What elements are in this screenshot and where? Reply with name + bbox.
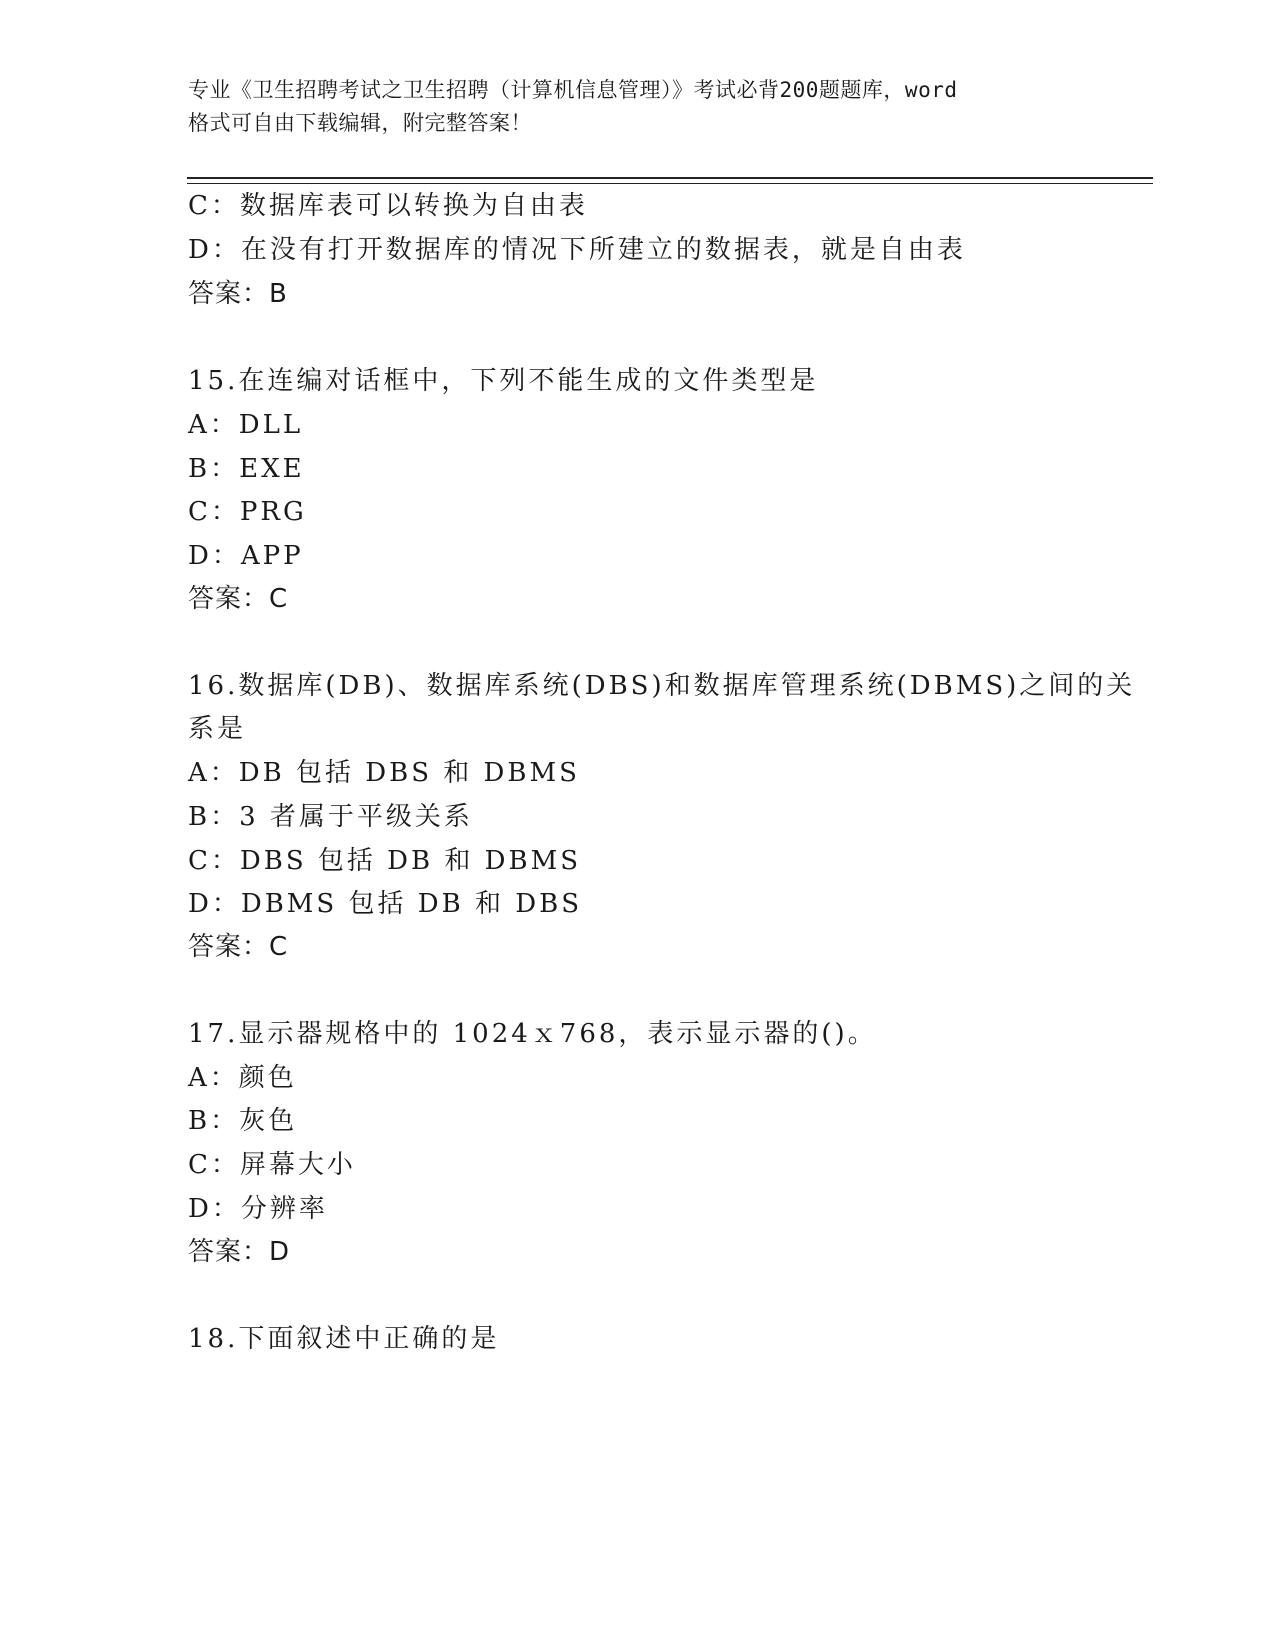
q15-option-d: D：APP bbox=[188, 541, 304, 571]
q17-option-d: D：分辨率 bbox=[188, 1194, 328, 1224]
q15-option-c: C：PRG bbox=[188, 497, 307, 527]
q15-option-a: A：DLL bbox=[188, 410, 304, 440]
q16-option-d: D：DBMS 包括 DB 和 DBS bbox=[188, 889, 583, 919]
header-divider-thick bbox=[187, 177, 1153, 179]
q16-option-b: B：3 者属于平级关系 bbox=[188, 802, 473, 832]
q16-option-c: C：DBS 包括 DB 和 DBMS bbox=[188, 846, 582, 876]
header-title-line-1: 专业《卫生招聘考试之卫生招聘（计算机信息管理）》考试必背200题题库，word bbox=[188, 78, 958, 102]
q14-option-c: C：数据库表可以转换为自由表 bbox=[188, 191, 588, 221]
q17-option-c: C：屏幕大小 bbox=[188, 1150, 356, 1180]
q18-question: 18.下面叙述中正确的是 bbox=[188, 1324, 500, 1354]
q17-answer: 答案：D bbox=[188, 1237, 291, 1267]
document-header bbox=[188, 74, 1088, 140]
q16-question-line-2: 系是 bbox=[188, 714, 247, 744]
q15-answer: 答案：C bbox=[188, 584, 289, 614]
q17-question: 17.显示器规格中的 1024ｘ768，表示显示器的()。 bbox=[188, 1019, 877, 1049]
q16-option-a: A：DB 包括 DBS 和 DBMS bbox=[188, 758, 580, 788]
header-divider-thin bbox=[187, 183, 1153, 184]
q16-answer: 答案：C bbox=[188, 932, 289, 962]
q17-option-a: A：颜色 bbox=[188, 1063, 297, 1093]
header-title-line-2: 格式可自由下载编辑，附完整答案！ bbox=[188, 111, 532, 135]
q14-answer: 答案：B bbox=[188, 279, 288, 309]
q17-option-b: B：灰色 bbox=[188, 1106, 298, 1136]
q16-question-line-1: 16.数据库(DB)、数据库系统(DBS)和数据库管理系统(DBMS)之间的关 bbox=[188, 671, 1136, 701]
q15-question: 15.在连编对话框中，下列不能生成的文件类型是 bbox=[188, 366, 819, 396]
q15-option-b: B：EXE bbox=[188, 454, 305, 484]
q14-option-d: D：在没有打开数据库的情况下所建立的数据表，就是自由表 bbox=[188, 235, 966, 265]
